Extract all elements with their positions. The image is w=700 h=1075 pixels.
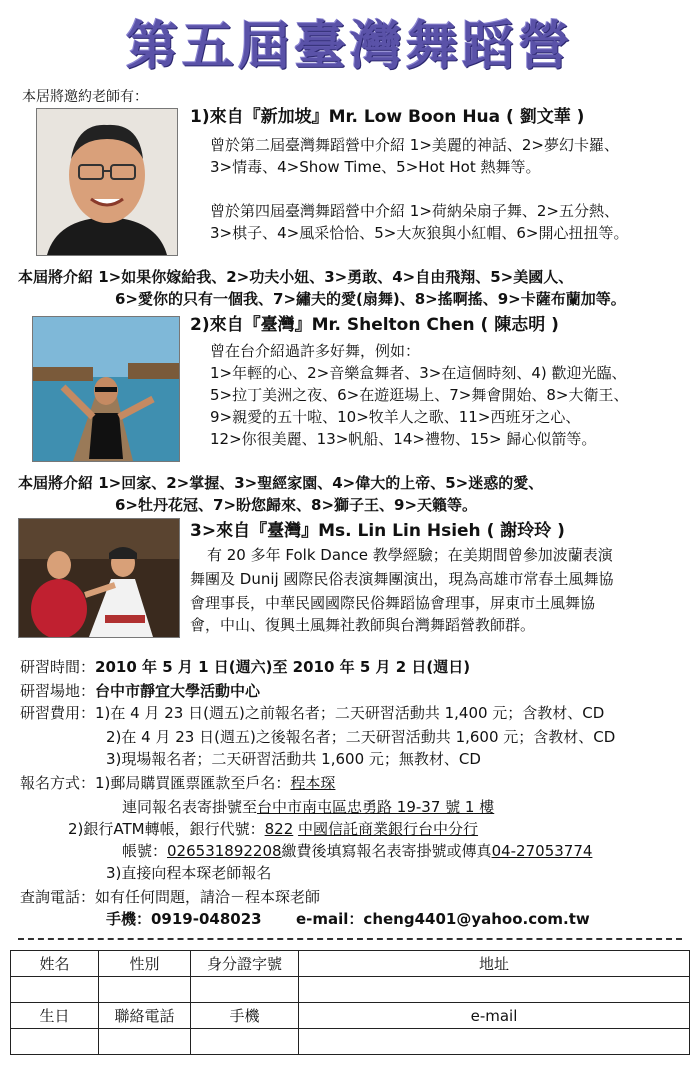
teacher1-photo	[36, 108, 178, 256]
phone-field[interactable]	[99, 1029, 191, 1055]
teacher3-line2: 舞團及 Dunij 國際民俗表演舞團演出，現為高雄市常春土風舞協	[190, 570, 614, 588]
page-title: 第五屆臺灣舞蹈營	[125, 16, 574, 77]
teacher1-program-line1: 本屆將介紹 1>如果你嫁給我、2>功夫小妞、3>勇敢、4>自由飛翔、5>美國人、	[18, 268, 574, 286]
birthday-header: 生日	[11, 1003, 99, 1029]
teacher1-heading: 1)來自『新加坡』Mr. Low Boon Hua ( 劉文華 )	[190, 107, 585, 127]
teacher1-past1-line2: 3>情毒、4>Show Time、5>Hot Hot 熱舞等。	[210, 158, 541, 176]
signup-label: 報名方式：	[20, 774, 96, 792]
teacher2-line3: 5>拉丁美洲之夜、6>在遊逛場上、7>舞會開始、8>大衛王、	[210, 386, 629, 404]
contact-label: 查詢電話：	[20, 888, 96, 906]
teacher1-past2-line2: 3>棋子、4>風采恰恰、5>大灰狼與小紅帽、6>開心扭扭等。	[210, 224, 629, 242]
time-row	[20, 656, 470, 678]
contact-text: 如有任何問題，請洽－程本琛老師	[95, 888, 321, 906]
account-number: 026531892208	[167, 842, 282, 860]
signup-method-3: 3)直接向程本琛老師報名	[106, 864, 272, 882]
place-value: 台中市靜宜大學活動中心	[95, 682, 261, 700]
fee-row	[20, 702, 604, 724]
teacher2-line4: 9>親愛的五十啦、10>牧羊人之歌、11>西班牙之心、	[210, 408, 581, 426]
signup-row	[20, 772, 335, 794]
teacher3-line4: 會，中山、復興土風舞社教師與台灣舞蹈營教師群。	[190, 616, 536, 634]
address-field[interactable]	[299, 977, 690, 1003]
account-row	[122, 840, 592, 862]
account-note: 繳費後填寫報名表寄掛號或傳真	[281, 842, 492, 860]
gender-header: 性別	[99, 951, 191, 977]
mail-address: 台中市南屯區忠勇路 19-37 號 1 樓	[257, 798, 495, 816]
teacher1-past2-line1: 曾於第四屆臺灣舞蹈營中介紹 1>荷納朵扇子舞、2>五分熱、	[210, 202, 619, 220]
teacher2-line2: 1>年輕的心、2>音樂盒舞者、3>在這個時刻、4) 歡迎光臨、	[210, 364, 627, 382]
address-header: 地址	[299, 951, 690, 977]
time-label: 研習時間：	[20, 658, 96, 676]
contact-row	[20, 886, 320, 908]
account-prefix: 帳號：	[122, 842, 168, 860]
payee-name: 程本琛	[290, 774, 336, 792]
signup-method-1: 1)郵局購買匯票匯款至戶名：	[95, 774, 291, 792]
form-header-row-1	[11, 951, 690, 977]
fee-option-1: 1)在 4 月 23 日(週五)之前報名者；二天研習活動共 1,400 元；含教材、CD	[95, 704, 605, 722]
teacher3-line3: 會理事長，中華民國國際民俗舞蹈協會理事，屏東市土風舞協	[190, 594, 596, 612]
name-header: 姓名	[11, 951, 99, 977]
form-input-row-1	[11, 977, 690, 1003]
teacher3-heading: 3>來自『臺灣』Ms. Lin Lin Hsieh ( 謝玲玲 )	[190, 521, 565, 541]
place-label: 研習場地：	[20, 682, 96, 700]
bank-code: 822	[264, 820, 294, 838]
mobile-number: 手機：0919-048023	[106, 910, 262, 928]
signup-method-2	[68, 818, 478, 840]
bank-name: 中國信託商業銀行台中分行	[298, 820, 479, 838]
teacher2-photo	[32, 316, 180, 462]
teacher3-line1: 有 20 多年 Folk Dance 教學經驗；在美期間曾參加波蘭表演	[207, 546, 613, 564]
form-header-row-2	[11, 1003, 690, 1029]
teacher1-program-line2: 6>愛你的只有一個我、7>繡夫的愛(扇舞)、8>搖啊搖、9>卡薩布蘭加等。	[115, 290, 626, 308]
form-input-row-2	[11, 1029, 690, 1055]
id-number-header: 身分證字號	[191, 951, 299, 977]
mail-prefix: 連同報名表寄掛號至	[122, 798, 258, 816]
place-row	[20, 680, 260, 702]
invite-intro: 本居將邀約老師有：	[22, 89, 148, 105]
mobile-header: 手機	[191, 1003, 299, 1029]
teacher3-photo	[18, 518, 180, 638]
registration-form	[10, 950, 690, 1055]
contact-email: e-mail：cheng4401@yahoo.com.tw	[296, 910, 590, 928]
phone-header: 聯絡電話	[99, 1003, 191, 1029]
fee-label: 研習費用：	[20, 704, 96, 722]
fax-number: 04-27053774	[491, 842, 593, 860]
teacher2-program-line2: 6>牡丹花冠、7>盼您歸來、8>獅子王、9>天籟等。	[115, 496, 478, 514]
gender-field[interactable]	[99, 977, 191, 1003]
cut-line	[18, 938, 682, 940]
name-field[interactable]	[11, 977, 99, 1003]
teacher2-heading: 2)來自『臺灣』Mr. Shelton Chen ( 陳志明 )	[190, 315, 559, 335]
teacher1-past1-line1: 曾於第二屆臺灣舞蹈營中介紹 1>美麗的神話、2>夢幻卡羅、	[210, 136, 619, 154]
time-value: 2010 年 5 月 1 日(週六)至 2010 年 5 月 2 日(週日)	[95, 658, 471, 676]
signup-method-1-mail	[122, 796, 494, 818]
teacher2-line5: 12>你很美麗、13>帆船、14>禮物、15> 歸心似箭等。	[210, 430, 597, 448]
mobile-field[interactable]	[191, 1029, 299, 1055]
fee-option-3: 3)現場報名者；二天研習活動共 1,600 元；無教材、CD	[106, 750, 481, 768]
email-field[interactable]	[299, 1029, 690, 1055]
atm-prefix: 2)銀行ATM轉帳，銀行代號：	[68, 820, 265, 838]
teacher2-program-line1: 本屆將介紹 1>回家、2>掌握、3>聖經家園、4>偉大的上帝、5>迷惑的愛、	[18, 474, 544, 492]
teacher2-line1: 曾在台介紹過許多好舞，例如：	[210, 342, 421, 360]
id-number-field[interactable]	[191, 977, 299, 1003]
fee-option-2: 2)在 4 月 23 日(週五)之後報名者；二天研習活動共 1,600 元；含教材、CD	[106, 728, 616, 746]
email-header: e-mail	[299, 1003, 690, 1029]
birthday-field[interactable]	[11, 1029, 99, 1055]
